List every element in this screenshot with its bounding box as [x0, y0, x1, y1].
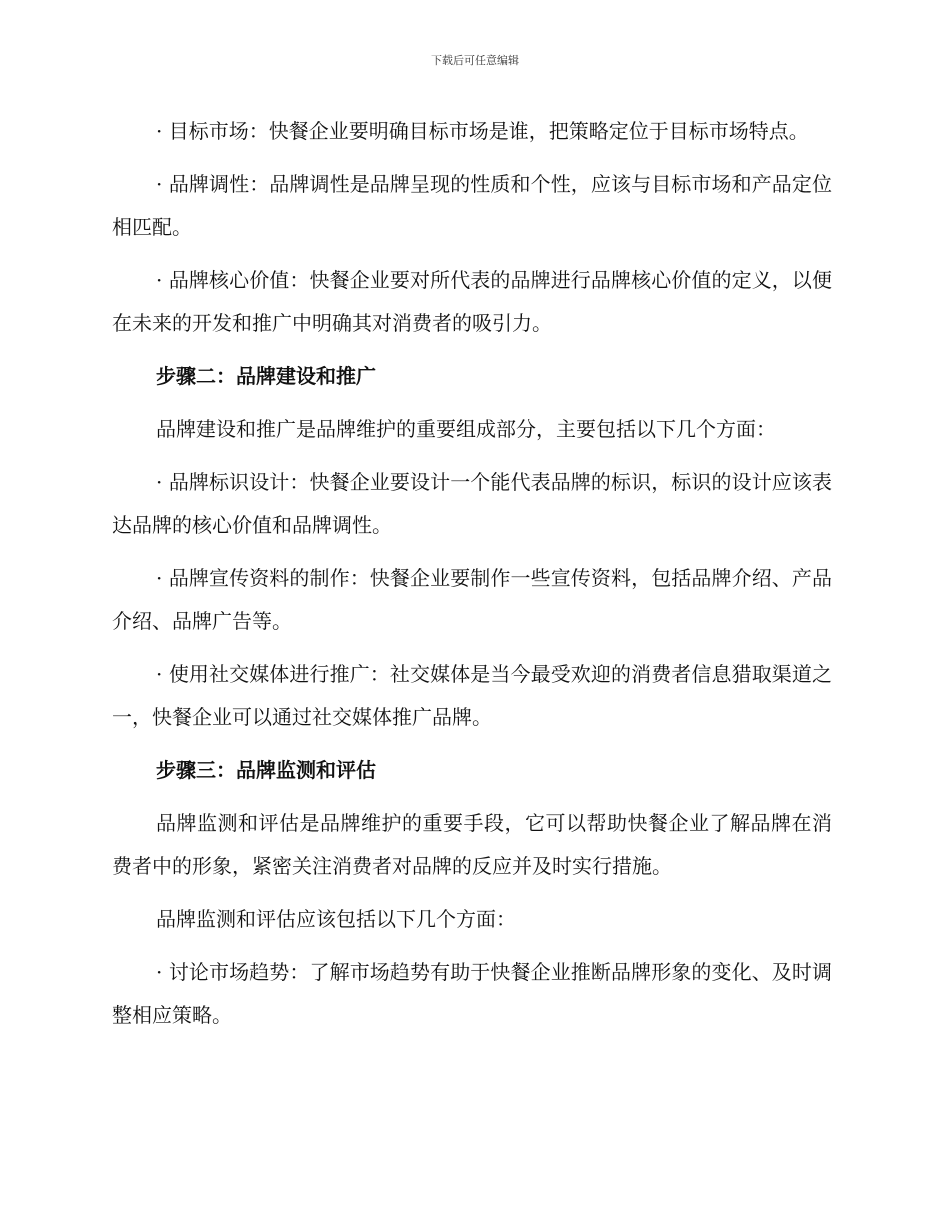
paragraph-step-three-aspects: 品牌监测和评估应该包括以下几个方面： — [156, 907, 516, 931]
bullet-target-market: · 目标市场：快餐企业要明确目标市场是谁，把策略定位于目标市场特点。 — [156, 119, 809, 143]
bullet-brand-tone: · 品牌调性：品牌调性是品牌呈现的性质和个性，应该与目标市场和产品定位相匹配。 — [112, 172, 832, 239]
bullet-social-media: · 使用社交媒体进行推广：社交媒体是当今最受欢迎的消费者信息猎取渠道之一，快餐企业可以通过社交媒体推广品牌。 — [112, 662, 832, 729]
page-header: 下载后可任意编辑 — [431, 54, 519, 67]
bullet-promo-materials: · 品牌宣传资料的制作：快餐企业要制作一些宣传资料，包括品牌介绍、产品介绍、品牌广告等。 — [112, 566, 832, 633]
bullet-brand-core-value: · 品牌核心价值：快餐企业要对所代表的品牌进行品牌核心价值的定义，以便在未来的开发和推广中明确其对消费者的吸引力。 — [112, 268, 832, 335]
paragraph-step-three-intro: 品牌监测和评估是品牌维护的重要手段，它可以帮助快餐企业了解品牌在消费者中的形象，紧密关注消费者对品牌的反应并及时实行措施。 — [112, 811, 832, 878]
bullet-brand-logo-design: · 品牌标识设计：快餐企业要设计一个能代表品牌的标识，标识的设计应该表达品牌的核心价值和品牌调性。 — [112, 470, 832, 537]
document-body — [112, 110, 832, 1047]
section-heading-step-three: 步骤三：品牌监测和评估 — [156, 758, 376, 782]
bullet-market-trends: · 讨论市场趋势：了解市场趋势有助于快餐企业推断品牌形象的变化、及时调整相应策略。 — [112, 960, 832, 1027]
paragraph-step-two-intro: 品牌建设和推广是品牌维护的重要组成部分，主要包括以下几个方面： — [156, 417, 776, 441]
section-heading-step-two: 步骤二：品牌建设和推广 — [156, 364, 376, 388]
